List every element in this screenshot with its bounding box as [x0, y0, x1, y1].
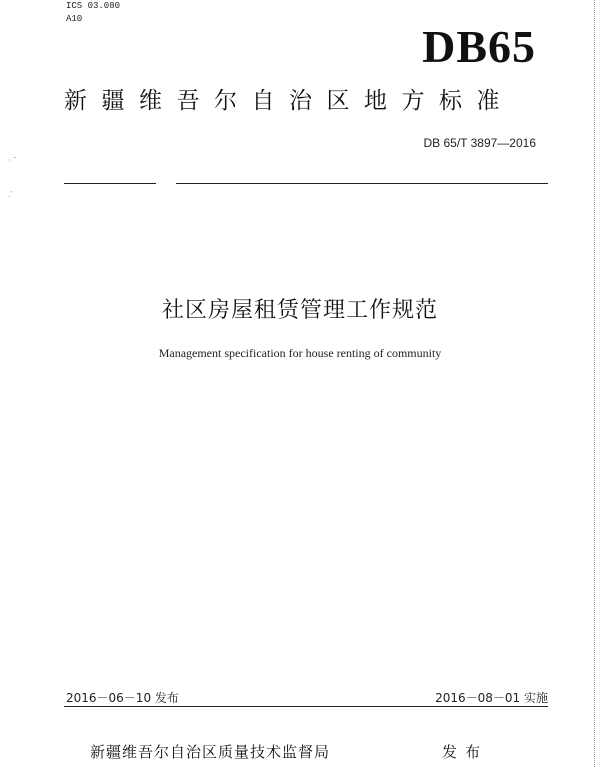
header-divider-right	[176, 183, 548, 184]
issuing-authority: 新疆维吾尔自治区质量技术监督局	[90, 743, 331, 761]
implement-date: 2016－08－01 实施	[435, 691, 548, 705]
document-number: DB 65/T 3897—2016	[423, 136, 536, 150]
footer-divider	[64, 706, 548, 707]
issue-label: 发布	[442, 743, 489, 761]
standard-code: DB65	[422, 21, 536, 72]
scan-speck: · ˜	[8, 156, 18, 165]
ics-code: ICS 03.080	[66, 1, 121, 11]
classification-codes	[66, 0, 120, 26]
scan-speck: .‵	[8, 190, 13, 199]
standard-category-name: 新疆维吾尔自治区地方标准	[64, 88, 514, 114]
ccs-code: A10	[66, 14, 83, 24]
publish-date: 2016－06－10 发布	[66, 691, 179, 705]
scan-edge	[594, 0, 598, 767]
title-english: Management specification for house renting of community	[158, 346, 442, 360]
title-chinese: 社区房屋租赁管理工作规范	[161, 298, 438, 323]
header-divider-left	[64, 183, 156, 184]
